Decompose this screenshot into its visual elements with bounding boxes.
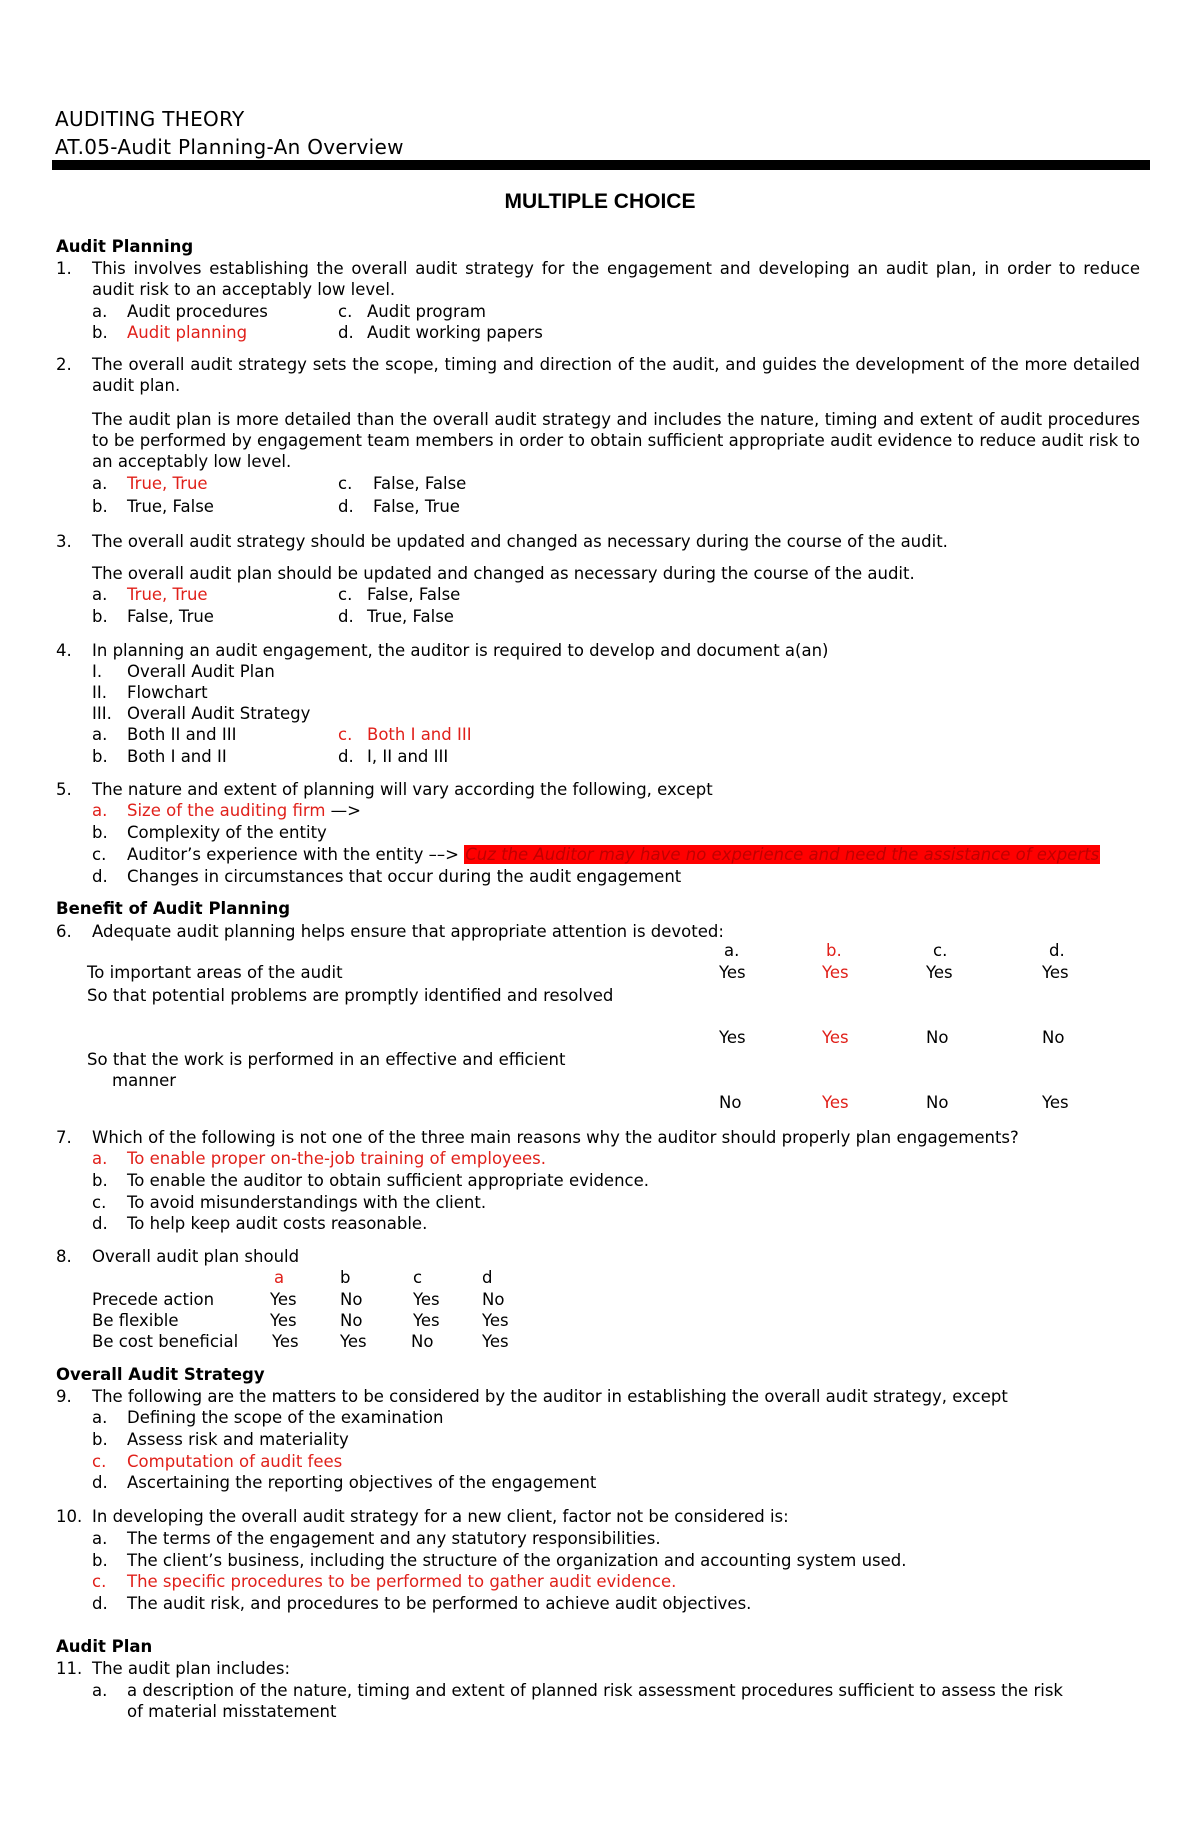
option-letter: b. (92, 497, 108, 516)
question-text: The audit plan is more detailed than the overall audit strategy and includes the nature, timing and extent of audit procedures to be performed by engagement team members in order to obtain sufficient appropriate audit evidence to reduce audit risk to an acceptably low level. (92, 410, 1140, 471)
option-letter: d. (92, 1214, 108, 1233)
table-cell: No (926, 1028, 949, 1047)
question-number: 3. (56, 532, 72, 551)
table-cell: Yes (926, 963, 953, 982)
option-letter: b. (92, 1171, 108, 1190)
option-letter: b. (92, 607, 108, 626)
column-header: d (482, 1268, 493, 1287)
answer-option-text: True, True (127, 585, 208, 604)
question-number: 8. (56, 1247, 72, 1266)
option-text: To avoid misunderstandings with the client. (127, 1193, 487, 1212)
option-text: Ascertaining the reporting objectives of the engagement (127, 1473, 597, 1492)
section-heading: Audit Plan (56, 1637, 153, 1656)
item-text: Overall Audit Strategy (127, 704, 311, 723)
column-header: c. (933, 941, 948, 960)
option-text: To enable the auditor to obtain sufficient appropriate evidence. (127, 1171, 650, 1190)
column-header: d. (1049, 941, 1065, 960)
option-letter: b. (92, 823, 108, 842)
section-heading: Overall Audit Strategy (56, 1365, 265, 1384)
answer-option-letter: a. (92, 801, 108, 820)
option-letter: a. (92, 1681, 108, 1700)
option-text: True, False (367, 607, 454, 626)
answer-column-header: a (274, 1268, 285, 1287)
option-letter: a. (92, 725, 108, 744)
table-cell: No (340, 1290, 363, 1309)
table-cell: No (482, 1290, 505, 1309)
answer-option-text: Audit planning (127, 323, 248, 342)
answer-option-text: Computation of audit fees (127, 1452, 343, 1471)
option-letter: d. (338, 323, 354, 342)
option-letter: a. (92, 1408, 108, 1427)
table-cell: Yes (482, 1311, 509, 1330)
question-number: 7. (56, 1128, 72, 1147)
column-header: a. (724, 941, 740, 960)
option-letter: d. (92, 1473, 108, 1492)
option-text: I, II and III (367, 747, 449, 766)
option-letter: d. (92, 1594, 108, 1613)
page-title: MULTIPLE CHOICE (504, 190, 696, 213)
question-text: The nature and extent of planning will vary according the following, except (92, 780, 713, 799)
option-letter: d. (92, 867, 108, 886)
option-text: Defining the scope of the examination (127, 1408, 444, 1427)
table-cell: No (1042, 1028, 1065, 1047)
option-text: False, False (373, 474, 467, 493)
answer-table-cell: Yes (822, 1093, 849, 1112)
table-cell: No (340, 1311, 363, 1330)
question-text: The audit plan includes: (92, 1659, 291, 1678)
option-text: The audit risk, and procedures to be performed to achieve audit objectives. (127, 1594, 752, 1613)
section-heading: Audit Planning (56, 237, 194, 256)
roman-numeral: II. (92, 683, 107, 702)
question-text: Which of the following is not one of the three main reasons why the auditor should properly plan engagements? (92, 1128, 1019, 1147)
table-cell: Yes (719, 1028, 746, 1047)
option-text: The client’s business, including the structure of the organization and accounting system used. (127, 1551, 907, 1570)
option-text: Changes in circumstances that occur during the audit engagement (127, 867, 682, 886)
question-text: The overall audit plan should be updated and changed as necessary during the course of the audit. (92, 564, 915, 583)
answer-option-text: Both I and III (367, 725, 472, 744)
table-cell: Yes (482, 1332, 509, 1351)
option-letter: b. (92, 323, 108, 342)
question-text: Overall audit plan should (92, 1247, 300, 1266)
question-text: In planning an audit engagement, the auditor is required to develop and document a(an) (92, 641, 829, 660)
question-text: In developing the overall audit strategy for a new client, factor not be considered is: (92, 1507, 789, 1526)
answer-option-text: The specific procedures to be performed to gather audit evidence. (127, 1572, 677, 1591)
option-text: Both I and II (127, 747, 227, 766)
question-number: 5. (56, 780, 72, 799)
table-cell: Yes (1042, 963, 1069, 982)
row-label: Precede action (92, 1290, 215, 1309)
item-text: Flowchart (127, 683, 208, 702)
question-number: 1. (56, 259, 72, 278)
option-letter: d. (338, 497, 354, 516)
option-text: True, False (127, 497, 214, 516)
answer-table-cell: Yes (822, 1028, 849, 1047)
option-line (127, 844, 1100, 865)
section-heading: Benefit of Audit Planning (56, 899, 291, 918)
answer-option-letter: c. (338, 725, 353, 744)
question-text: Adequate audit planning helps ensure that appropriate attention is devoted: (92, 922, 724, 941)
option-letter: a. (92, 302, 108, 321)
option-letter: a. (92, 1529, 108, 1548)
option-letter: c. (92, 845, 107, 864)
row-label: So that the work is performed in an effective and efficient (87, 1050, 566, 1069)
table-cell: No (719, 1093, 742, 1112)
option-text-continued: of material misstatement (127, 1702, 337, 1721)
table-cell: Yes (719, 963, 746, 982)
item-text: Overall Audit Plan (127, 662, 275, 681)
module-title: AT.05-Audit Planning-An Overview (55, 135, 404, 159)
option-text: Audit procedures (127, 302, 268, 321)
answer-option-text: True, True (127, 474, 208, 493)
table-cell: Yes (1042, 1093, 1069, 1112)
question-text: The following are the matters to be considered by the auditor in establishing the overall audit strategy, except (92, 1387, 1008, 1406)
table-cell: Yes (270, 1311, 297, 1330)
option-letter: c. (92, 1193, 107, 1212)
roman-numeral: I. (92, 662, 103, 681)
question-number: 6. (56, 922, 72, 941)
option-text: Audit working papers (367, 323, 543, 342)
option-text: To help keep audit costs reasonable. (127, 1214, 428, 1233)
option-text: Audit program (367, 302, 486, 321)
row-label: Be cost beneficial (92, 1332, 239, 1351)
option-text: Auditor’s experience with the entity ––> (127, 845, 459, 864)
option-text: False, False (367, 585, 461, 604)
table-cell: Yes (272, 1332, 299, 1351)
option-text: False, True (373, 497, 460, 516)
option-letter: a. (92, 474, 108, 493)
answer-option-letter: a. (92, 1149, 108, 1168)
row-label: Be flexible (92, 1311, 179, 1330)
answer-option-line (127, 800, 361, 821)
question-text: The overall audit strategy sets the scope, timing and direction of the audit, and guides the development of the more detailed audit plan. (92, 355, 1140, 395)
course-title: AUDITING THEORY (55, 107, 245, 131)
roman-numeral: III. (92, 704, 112, 723)
answer-column-header: b. (826, 941, 842, 960)
option-letter: b. (92, 1551, 108, 1570)
row-label: So that potential problems are promptly identified and resolved (87, 986, 614, 1005)
option-text: Assess risk and materiality (127, 1430, 349, 1449)
column-header: c (413, 1268, 423, 1287)
option-letter: a. (92, 585, 108, 604)
option-letter: c. (338, 474, 353, 493)
option-text: Both II and III (127, 725, 237, 744)
table-cell: No (411, 1332, 434, 1351)
question-number: 10. (56, 1507, 83, 1526)
table-cell: Yes (340, 1332, 367, 1351)
option-text: Complexity of the entity (127, 823, 327, 842)
answer-option-letter: c. (92, 1572, 107, 1591)
column-header: b (340, 1268, 351, 1287)
question-text: The overall audit strategy should be updated and changed as necessary during the course of the audit. (92, 532, 948, 551)
header-rule (52, 160, 1150, 170)
option-text: The terms of the engagement and any statutory responsibilities. (127, 1529, 661, 1548)
table-cell: No (926, 1093, 949, 1112)
question-number: 2. (56, 355, 72, 374)
question-text: This involves establishing the overall audit strategy for the engagement and developing an audit plan, in order to reduce audit risk to an acceptably low level. (92, 259, 1140, 299)
option-letter: d. (338, 607, 354, 626)
answer-table-cell: Yes (822, 963, 849, 982)
option-letter: c. (338, 302, 353, 321)
question-number: 4. (56, 641, 72, 660)
option-letter: b. (92, 747, 108, 766)
answer-option-text: To enable proper on-the-job training of employees. (127, 1149, 546, 1168)
option-letter: d. (338, 747, 354, 766)
option-letter: c. (338, 585, 353, 604)
row-label: To important areas of the audit (87, 963, 343, 982)
table-cell: Yes (413, 1311, 440, 1330)
table-cell: Yes (413, 1290, 440, 1309)
question-number: 11. (56, 1659, 83, 1678)
row-label-continued: manner (112, 1071, 177, 1090)
highlighted-annotation: Cuz the Auditor may have no experience and need the assistance of experts (465, 845, 1100, 864)
question-number: 9. (56, 1387, 72, 1406)
arrow-note: —> (330, 801, 361, 820)
answer-option-letter: c. (92, 1452, 107, 1471)
table-cell: Yes (270, 1290, 297, 1309)
answer-option-text: Size of the auditing firm (127, 801, 326, 820)
option-text: False, True (127, 607, 214, 626)
option-letter: b. (92, 1430, 108, 1449)
option-text: a description of the nature, timing and extent of planned risk assessment procedures sufficient to assess the risk (127, 1681, 1063, 1700)
